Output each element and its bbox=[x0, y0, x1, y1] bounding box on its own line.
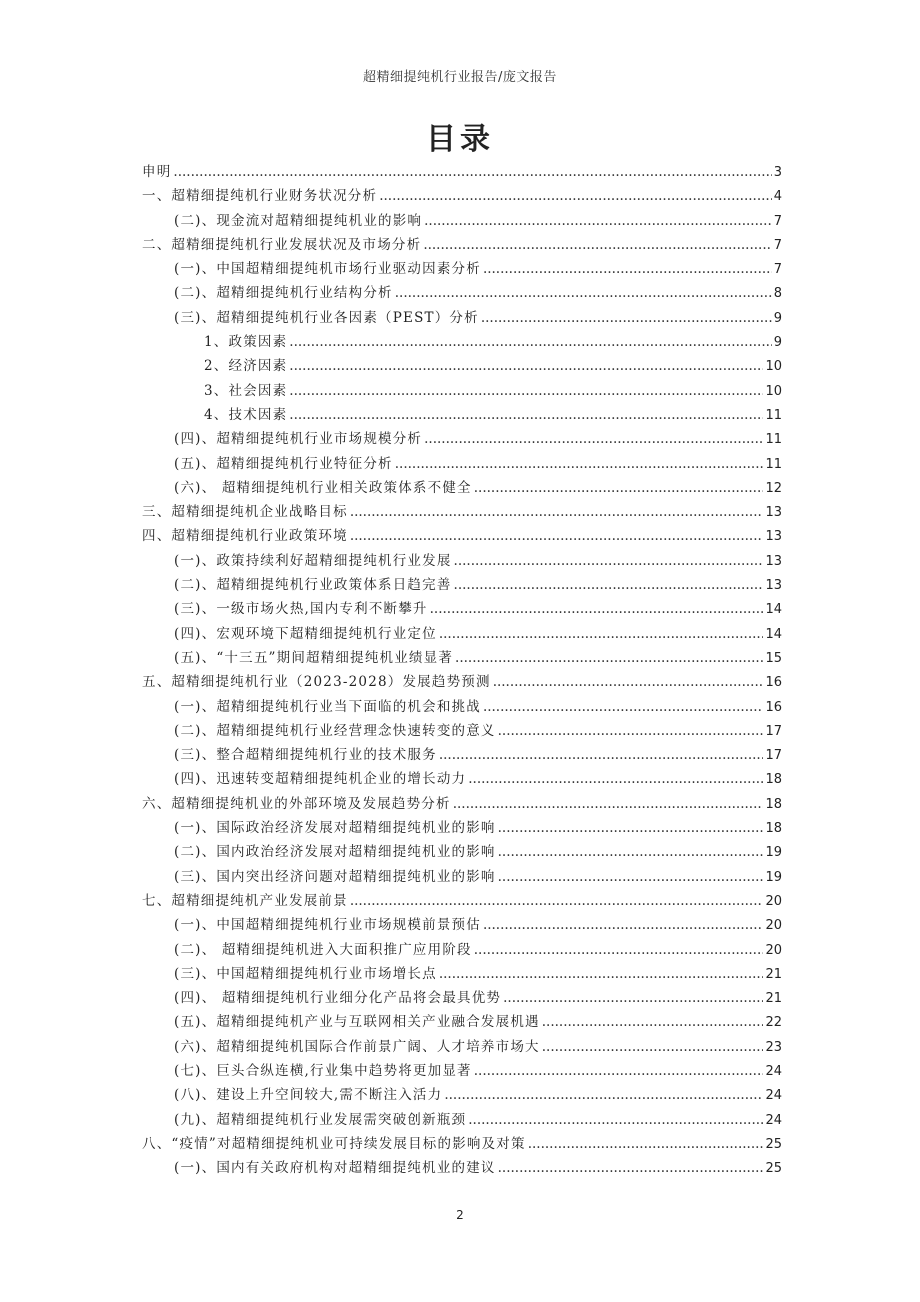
toc-entry-text: (一)、中国超精细提纯机行业市场规模前景预估 bbox=[174, 917, 481, 934]
toc-leader-dots bbox=[454, 549, 764, 573]
toc-entry-page: 25 bbox=[765, 1161, 782, 1177]
toc-leader-dots bbox=[350, 524, 764, 548]
toc-entry[interactable] bbox=[142, 500, 782, 524]
toc-entry-page: 16 bbox=[765, 699, 782, 715]
toc-leader-dots bbox=[468, 767, 763, 791]
toc-entry-text: (二)、超精细提纯机行业经营理念快速转变的意义 bbox=[174, 722, 496, 739]
toc-entry[interactable] bbox=[142, 840, 782, 864]
toc-entry[interactable] bbox=[142, 354, 782, 378]
toc-entry[interactable] bbox=[142, 622, 782, 646]
toc-entry[interactable] bbox=[142, 597, 782, 621]
toc-leader-dots bbox=[474, 476, 764, 500]
toc-entry-text: (七)、巨头合纵连横,行业集中趋势将更加显著 bbox=[174, 1062, 472, 1079]
toc-entry[interactable] bbox=[142, 524, 782, 548]
toc-leader-dots bbox=[289, 330, 771, 354]
toc-leader-dots bbox=[395, 452, 764, 476]
toc-entry-page: 19 bbox=[765, 845, 782, 861]
toc-leader-dots bbox=[173, 160, 771, 184]
toc-entry-text: (一)、国际政治经济发展对超精细提纯机业的影响 bbox=[174, 820, 496, 837]
toc-entry[interactable] bbox=[142, 549, 782, 573]
toc-leader-dots bbox=[439, 962, 764, 986]
toc-entry-text: (三)、超精细提纯机行业各因素（PEST）分析 bbox=[174, 309, 479, 326]
toc-leader-dots bbox=[289, 403, 763, 427]
toc-entry[interactable] bbox=[142, 1132, 782, 1156]
toc-entry[interactable] bbox=[142, 379, 782, 403]
toc-entry-text: (二)、超精细提纯机行业结构分析 bbox=[174, 285, 393, 302]
toc-entry[interactable] bbox=[142, 743, 782, 767]
toc-entry-text: (一)、政策持续利好超精细提纯机行业发展 bbox=[174, 552, 452, 569]
toc-leader-dots bbox=[528, 1132, 764, 1156]
toc-entry-page: 8 bbox=[773, 286, 782, 302]
toc-entry-page: 15 bbox=[765, 650, 782, 666]
toc-entry-text: 七、超精细提纯机产业发展前景 bbox=[142, 892, 348, 909]
page-number: 2 bbox=[456, 1208, 464, 1222]
toc-entry-text: 八、“疫情”对超精细提纯机业可持续发展目标的影响及对策 bbox=[142, 1135, 526, 1152]
toc-leader-dots bbox=[483, 913, 764, 937]
toc-entry-text: (四)、宏观环境下超精细提纯机行业定位 bbox=[174, 625, 437, 642]
toc-entry[interactable] bbox=[142, 403, 782, 427]
toc-entry-text: (二)、国内政治经济发展对超精细提纯机业的影响 bbox=[174, 844, 496, 861]
toc-entry-text: (五)、超精细提纯机行业特征分析 bbox=[174, 455, 393, 472]
toc-entry-text: (一)、中国超精细提纯机市场行业驱动因素分析 bbox=[174, 261, 481, 278]
toc-entry-text: (二)、超精细提纯机行业政策体系日趋完善 bbox=[174, 577, 452, 594]
toc-entry[interactable] bbox=[142, 792, 782, 816]
toc-entry-page: 20 bbox=[765, 893, 782, 909]
toc-entry[interactable] bbox=[142, 233, 782, 257]
toc-entry[interactable] bbox=[142, 1083, 782, 1107]
toc-entry-page: 13 bbox=[765, 578, 782, 594]
toc-entry[interactable] bbox=[142, 1059, 782, 1083]
toc-leader-dots bbox=[474, 938, 764, 962]
toc-entry-text: (三)、整合超精细提纯机行业的技术服务 bbox=[174, 747, 437, 764]
toc-leader-dots bbox=[350, 889, 764, 913]
toc-entry[interactable] bbox=[142, 913, 782, 937]
toc-entry[interactable] bbox=[142, 767, 782, 791]
toc-entry-page: 7 bbox=[773, 213, 782, 229]
toc-leader-dots bbox=[481, 306, 772, 330]
toc-entry-page: 10 bbox=[765, 359, 782, 375]
toc-entry-text: 4、技术因素 bbox=[204, 406, 288, 423]
toc-leader-dots bbox=[439, 743, 764, 767]
toc-entry[interactable] bbox=[142, 427, 782, 451]
toc-entry[interactable] bbox=[142, 184, 782, 208]
toc-entry[interactable] bbox=[142, 573, 782, 597]
toc-entry-text: 2、经济因素 bbox=[204, 358, 288, 375]
toc-leader-dots bbox=[424, 427, 763, 451]
toc-leader-dots bbox=[379, 184, 772, 208]
toc-leader-dots bbox=[289, 379, 763, 403]
toc-entry-page: 9 bbox=[773, 335, 782, 351]
toc-entry[interactable] bbox=[142, 1035, 782, 1059]
toc-entry-page: 18 bbox=[765, 772, 782, 788]
toc-leader-dots bbox=[395, 281, 772, 305]
toc-entry-page: 18 bbox=[765, 796, 782, 812]
toc-entry-text: 三、超精细提纯机企业战略目标 bbox=[142, 504, 348, 521]
toc-entry[interactable] bbox=[142, 865, 782, 889]
toc-entry-page: 20 bbox=[765, 918, 782, 934]
toc-entry[interactable] bbox=[142, 1010, 782, 1034]
toc-entry-page: 24 bbox=[765, 1088, 782, 1104]
toc-entry[interactable] bbox=[142, 816, 782, 840]
document-header: 超精细提纯机行业报告/庞文报告 bbox=[363, 70, 557, 85]
toc-entry-text: 二、超精细提纯机行业发展状况及市场分析 bbox=[142, 236, 422, 253]
toc-entry[interactable] bbox=[142, 281, 782, 305]
toc-entry-page: 16 bbox=[765, 675, 782, 691]
toc-entry-text: (六)、 超精细提纯机行业相关政策体系不健全 bbox=[174, 479, 472, 496]
toc-entry-text: 一、超精细提纯机行业财务状况分析 bbox=[142, 188, 378, 205]
toc-leader-dots bbox=[498, 865, 764, 889]
toc-entry-page: 7 bbox=[773, 262, 782, 278]
toc-entry-text: (五)、超精细提纯机产业与互联网相关产业融合发展机遇 bbox=[174, 1014, 540, 1031]
toc-entry[interactable] bbox=[142, 452, 782, 476]
toc-entry-page: 17 bbox=[765, 748, 782, 764]
toc-entry[interactable] bbox=[142, 962, 782, 986]
toc-leader-dots bbox=[498, 1156, 764, 1180]
toc-entry-text: (九)、超精细提纯机行业发展需突破创新瓶颈 bbox=[174, 1111, 467, 1128]
toc-entry[interactable] bbox=[142, 670, 782, 694]
toc-entry[interactable] bbox=[142, 476, 782, 500]
toc-entry-page: 24 bbox=[765, 1112, 782, 1128]
toc-entry-page: 19 bbox=[765, 869, 782, 885]
toc-entry-page: 10 bbox=[765, 383, 782, 399]
toc-entry-text: 四、超精细提纯机行业政策环境 bbox=[142, 528, 348, 545]
toc-leader-dots bbox=[474, 1059, 764, 1083]
toc-entry[interactable] bbox=[142, 160, 782, 184]
toc-entry-text: (四)、 超精细提纯机行业细分化产品将会最具优势 bbox=[174, 990, 502, 1007]
toc-leader-dots bbox=[424, 209, 772, 233]
toc-entry-text: (六)、超精细提纯机国际合作前景广阔、人才培养市场大 bbox=[174, 1038, 540, 1055]
toc-leader-dots bbox=[468, 1108, 763, 1132]
toc-entry-text: (一)、国内有关政府机构对超精细提纯机业的建议 bbox=[174, 1160, 496, 1177]
toc-leader-dots bbox=[455, 646, 763, 670]
toc-entry-page: 23 bbox=[765, 1039, 782, 1055]
toc-leader-dots bbox=[498, 719, 764, 743]
toc-entry-page: 20 bbox=[765, 942, 782, 958]
toc-entry[interactable] bbox=[142, 257, 782, 281]
toc-entry-page: 24 bbox=[765, 1063, 782, 1079]
toc-leader-dots bbox=[542, 1035, 764, 1059]
toc-leader-dots bbox=[483, 257, 772, 281]
toc-entry[interactable] bbox=[142, 1108, 782, 1132]
toc-entry-page: 22 bbox=[765, 1015, 782, 1031]
toc-entry[interactable] bbox=[142, 306, 782, 330]
toc-entry-page: 25 bbox=[765, 1136, 782, 1152]
toc-entry-text: (二)、现金流对超精细提纯机业的影响 bbox=[174, 212, 423, 229]
toc-entry-page: 14 bbox=[765, 626, 782, 642]
toc-entry-text: (八)、建设上升空间较大,需不断注入活力 bbox=[174, 1087, 443, 1104]
toc-leader-dots bbox=[423, 233, 771, 257]
toc-entry-page: 7 bbox=[773, 237, 782, 253]
toc-leader-dots bbox=[454, 573, 764, 597]
toc-entry[interactable] bbox=[142, 209, 782, 233]
toc-leader-dots bbox=[439, 622, 764, 646]
toc-entry-text: 五、超精细提纯机行业（2023-2028）发展趋势预测 bbox=[142, 674, 491, 691]
toc-entry-page: 21 bbox=[765, 991, 782, 1007]
toc-entry-page: 12 bbox=[765, 480, 782, 496]
toc-entry[interactable] bbox=[142, 695, 782, 719]
toc-entry-text: (三)、中国超精细提纯机行业市场增长点 bbox=[174, 965, 437, 982]
toc-entry-text: 1、政策因素 bbox=[204, 334, 288, 351]
toc-leader-dots bbox=[503, 986, 763, 1010]
toc-entry-text: 六、超精细提纯机业的外部环境及发展趋势分析 bbox=[142, 795, 451, 812]
toc-leader-dots bbox=[542, 1010, 764, 1034]
toc-entry-text: (三)、一级市场火热,国内专利不断攀升 bbox=[174, 601, 428, 618]
toc-entry-page: 17 bbox=[765, 723, 782, 739]
toc-entry[interactable] bbox=[142, 646, 782, 670]
toc-entry-page: 9 bbox=[773, 310, 782, 326]
toc-entry[interactable] bbox=[142, 889, 782, 913]
toc-entry-text: (五)、“十三五”期间超精细提纯机业绩显著 bbox=[174, 649, 454, 666]
toc-entry-page: 13 bbox=[765, 505, 782, 521]
toc-entry-text: 申明 bbox=[142, 164, 172, 180]
toc-entry-text: (一)、超精细提纯机行业当下面临的机会和挑战 bbox=[174, 698, 481, 715]
toc-entry[interactable] bbox=[142, 986, 782, 1010]
toc-entry[interactable] bbox=[142, 1156, 782, 1180]
toc-leader-dots bbox=[483, 695, 764, 719]
toc-leader-dots bbox=[289, 354, 763, 378]
toc-entry-text: (二)、 超精细提纯机进入大面积推广应用阶段 bbox=[174, 941, 472, 958]
toc-entry-text: (三)、国内突出经济问题对超精细提纯机业的影响 bbox=[174, 868, 496, 885]
toc-leader-dots bbox=[453, 792, 764, 816]
toc-leader-dots bbox=[430, 597, 764, 621]
toc-entry-page: 3 bbox=[773, 165, 782, 180]
toc-entry-page: 14 bbox=[765, 602, 782, 618]
toc-entry-page: 11 bbox=[765, 456, 782, 472]
toc-entry[interactable] bbox=[142, 719, 782, 743]
toc-entry-page: 21 bbox=[765, 966, 782, 982]
toc-entry[interactable] bbox=[142, 330, 782, 354]
toc-title: 目录 bbox=[426, 122, 494, 157]
toc-entry-page: 13 bbox=[765, 529, 782, 545]
toc-leader-dots bbox=[350, 500, 764, 524]
toc-leader-dots bbox=[498, 840, 764, 864]
toc-leader-dots bbox=[498, 816, 764, 840]
toc-leader-dots bbox=[444, 1083, 763, 1107]
toc-entry-text: (四)、超精细提纯机行业市场规模分析 bbox=[174, 431, 423, 448]
toc-entry-page: 13 bbox=[765, 553, 782, 569]
toc-entry-page: 18 bbox=[765, 821, 782, 837]
toc-leader-dots bbox=[493, 670, 764, 694]
toc-entry-page: 11 bbox=[765, 407, 782, 423]
toc-entry[interactable] bbox=[142, 938, 782, 962]
toc-entry-page: 4 bbox=[773, 189, 782, 205]
toc-entry-page: 11 bbox=[765, 432, 782, 448]
toc-entry-text: (四)、迅速转变超精细提纯机企业的增长动力 bbox=[174, 771, 467, 788]
table-of-contents bbox=[142, 160, 782, 1180]
toc-entry-text: 3、社会因素 bbox=[204, 382, 288, 399]
